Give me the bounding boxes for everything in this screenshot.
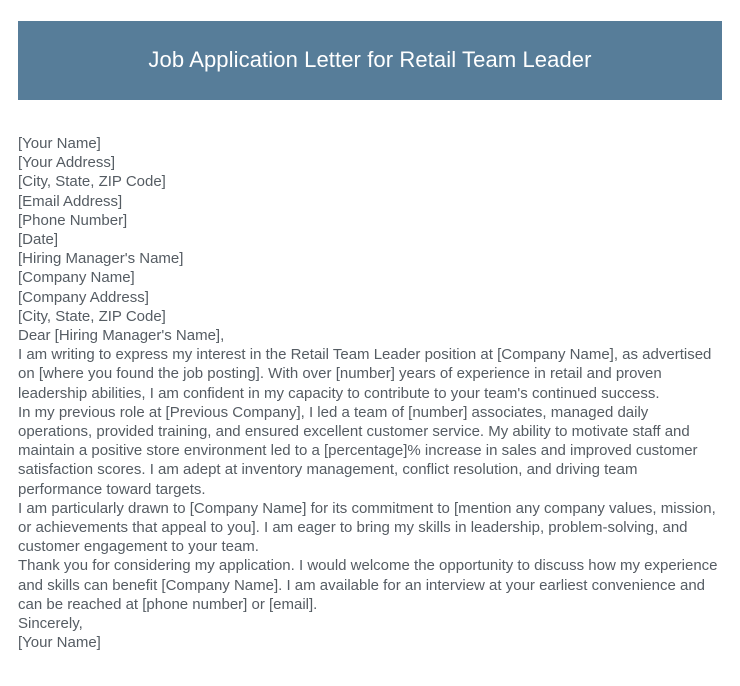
sender-line-city-state-zip: [City, State, ZIP Code] [18, 173, 166, 191]
recipient-line-company-address: [Company Address] [18, 288, 149, 306]
recipient-line-manager-name: [Hiring Manager's Name] [18, 250, 184, 268]
sender-line-phone: [Phone Number] [18, 211, 128, 229]
recipient-line-company-name: [Company Name] [18, 269, 135, 287]
document-header-banner [18, 21, 722, 100]
page-title: Job Application Letter for Retail Team Leader [148, 47, 592, 73]
sender-line-date: [Date] [18, 231, 59, 249]
body-paragraph-3: I am particularly drawn to [Company Name] for its commitment to [mention any company values, mission, or achievements that appeal to you]. I am eager to bring my skills in leadership, problem-solving, and customer engagement to your team. [18, 499, 716, 556]
sender-line-name: [Your Name] [18, 135, 101, 152]
signature-name: [Your Name] [18, 634, 101, 652]
recipient-address-block [18, 249, 718, 326]
body-paragraph-1: I am writing to express my interest in the Retail Team Leader position at [Company Name], as advertised on [where you found the job posting]. With over [number] years of experience in retail and proven leadership abilities, I am confident in my capacity to contribute to your team's continued success. [18, 346, 712, 402]
body-paragraph-4: Thank you for considering my application. I would welcome the opportunity to discuss how my experience and skills can benefit [Company Name]. I am available for an interview at your earliest convenience and can be reached at [phone number] or [email]. [18, 557, 718, 613]
recipient-line-city-state-zip: [City, State, ZIP Code] [18, 307, 166, 325]
sender-line-email: [Email Address] [18, 192, 123, 210]
salutation: Dear [Hiring Manager's Name], [18, 327, 225, 345]
letter-content [18, 134, 718, 652]
body-paragraph-2: In my previous role at [Previous Company], I led a team of [number] associates, managed daily operations, provided training, and ensured excellent customer service. My ability to motivate staff and maintain a positive store environment led to a [percentage]% increase in sales and improved customer satisfaction scores. I am adept at inventory management, conflict resolution, and driving team performance toward targets. [18, 403, 698, 498]
sender-address-block [18, 134, 718, 249]
sender-line-address: [Your Address] [18, 154, 116, 172]
closing-salutation: Sincerely, [18, 615, 83, 633]
